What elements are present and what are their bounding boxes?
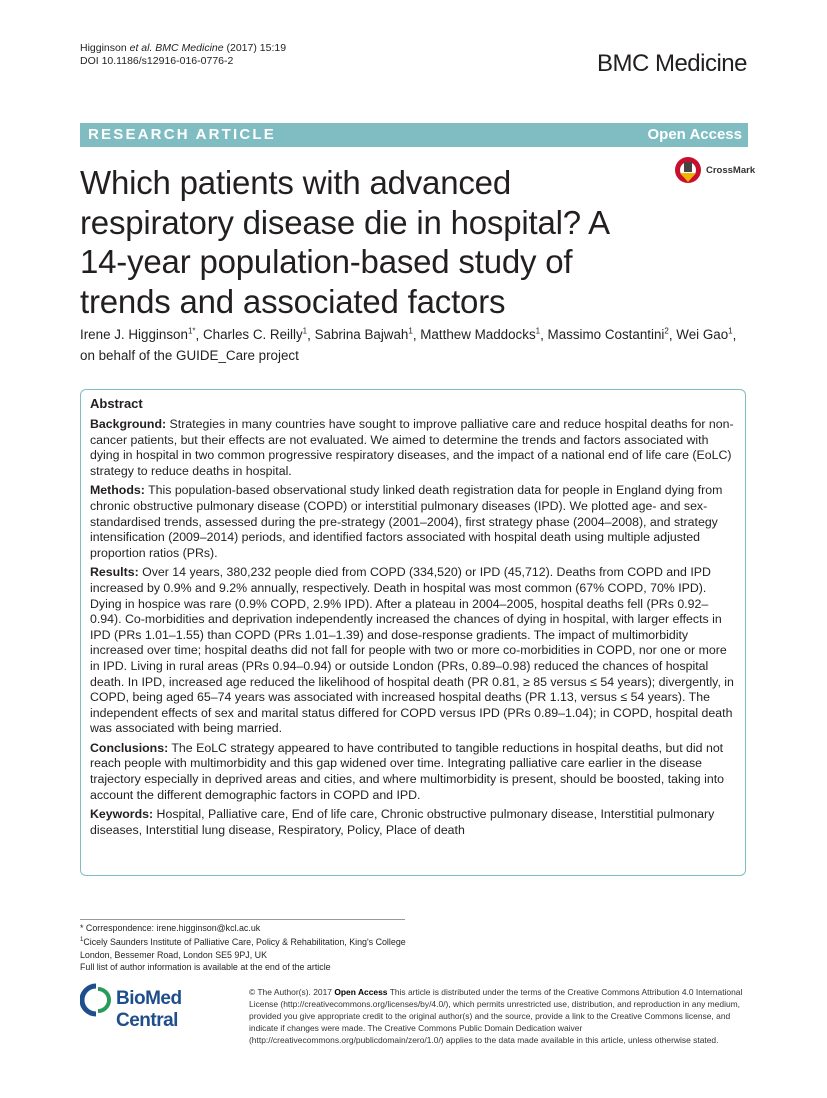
- author[interactable]: Sabrina Bajwah$^1$: [314, 327, 413, 343]
- author[interactable]: Massimo Costantini$^2$: [547, 327, 669, 343]
- abstract-background: Background: Strategies in many countries have sought to improve palliative care and reduce hospital deaths for non-cancer patients, but their effects are not evaluated. We aimed to determine the trends and factors associated with dying in hospital in two common progressive respiratory diseases, and the impact of a national end of life care (EoLC) strategy to reduce deaths in hospital.: [90, 417, 734, 478]
- abstract-heading: Abstract: [90, 396, 143, 411]
- footnotes: [80, 922, 420, 973]
- author-list: Irene J. Higginson$^{1*}$, Charles C. Reilly$^1$, Sabrina Bajwah$^1$, Matthew Maddocks$^1$, Massimo Costantini$^2$, Wei Gao$^1$, on behalf of the GUIDE_Care project: [80, 327, 737, 364]
- biomed-central-logo: [80, 983, 240, 1031]
- article-type: RESEARCH ARTICLE: [88, 126, 276, 143]
- footnote-divider: [80, 919, 405, 920]
- biomed-logo-icon: [80, 983, 112, 1017]
- crossmark-icon: [674, 155, 702, 185]
- journal-name: BMC Medicine: [596, 50, 747, 77]
- full-author-info: Full list of author information is available at the end of the article: [80, 961, 331, 972]
- affiliation: $^1$Cicely Saunders Institute of Palliative Care, Policy & Rehabilitation, King's College London, Bessemer Road, London SE5 9PJ, UK: [80, 937, 406, 960]
- citation-header: [80, 42, 286, 68]
- citation-volume: (2017) 15:19: [223, 42, 287, 54]
- author[interactable]: Charles C. Reilly$^1$: [202, 327, 308, 343]
- author[interactable]: Wei Gao$^1$: [676, 327, 733, 343]
- doi[interactable]: DOI 10.1186/s12916-016-0776-2: [80, 55, 234, 67]
- crossmark-badge[interactable]: [674, 155, 754, 189]
- abstract-results: Results: Over 14 years, 380,232 people died from COPD (334,520) or IPD (45,712). Deaths from COPD and IPD increased by 0.9% and 9.2% annually, respectively. Death in hospital was most common (67% COPD, 70% IPD). Dying in hospice was rare (0.9% COPD, 2.9% IPD). After a plateau in 2004–2005, hospital deaths fell (PRs 0.92–0.94). Co-morbidities and deprivation independently increased the chances of dying in hospital, with larger effects in IPD (PRs 1.01–1.55) than COPD (PRs 1.01–1.39) and dose-response gradients. The impact of multimorbidity increased over time; hospital deaths did not fall for people with two or more co-morbidities in COPD, nor one or more in IPD. Living in rural areas (PRs 0.94–0.94) or outside London (PRs, 0.89–0.98) reduced the chances of hospital death. In IPD, increased age reduced the likelihood of hospital death (PR 0.81, ≥ 85 versus ≤ 54 years); divergently, in COPD, being aged 65–74 years was associated with increased hospital deaths (PR 1.13, versus ≤ 54 years). The independent effects of sex and marital status differed for COPD versus IPD (PRs 0.89–1.04); in COPD, hospital death was associated with being married.: [90, 565, 734, 736]
- author[interactable]: Matthew Maddocks$^1$: [420, 327, 541, 343]
- abstract-box: [80, 389, 746, 876]
- crossmark-label: CrossMark: [706, 165, 756, 176]
- citation-authors: Higginson: [80, 42, 127, 54]
- abstract-conclusions: Conclusions: The EoLC strategy appeared to have contributed to tangible reductions in hospital deaths, but did not reach people with multimorbidity and this gap widened over time. Integrating palliative care earlier in the disease trajectory especially in deprived areas and cities, and where multimorbidity is present, should be boosted, taking into account the different demographic factors in COPD and IPD.: [90, 740, 724, 802]
- author-group: on behalf of the GUIDE_Care project: [80, 348, 299, 364]
- citation-journal: et al. BMC Medicine: [129, 42, 224, 54]
- correspondence[interactable]: * Correspondence: irene.higginson@kcl.ac.uk: [80, 923, 261, 933]
- open-access-label[interactable]: Open Access: [647, 126, 742, 143]
- article-banner: [80, 123, 748, 147]
- abstract-keywords: Keywords: Hospital, Palliative care, End of life care, Chronic obstructive pulmonary disease, Interstitial pulmonary diseases, Interstitial lung disease, Respiratory, Policy, Place of death: [90, 807, 715, 837]
- abstract-methods: Methods: This population-based observational study linked death registration data for people in England dying from chronic obstructive pulmonary disease (COPD) or interstitial pulmonary diseases (IPD). We plotted age- and sex-standardised trends, assessed during the pre-strategy (2001–2004), first strategy phase (2004–2008), and strategy intensification (2009–2014) periods, and identified factors associated with hospital death using multiple adjusted proportion ratios (PRs).: [90, 483, 723, 560]
- license-statement: © The Author(s). 2017 Open Access This article is distributed under the terms of the Creative Commons Attribution 4.0 International License (http://creativecommons.org/licenses/by/4.0/), which permits unrestricted use, distribution, and reproduction in any medium, provided you give appropriate credit to the original author(s) and the source, provide a link to the Creative Commons license, and indicate if changes were made. The Creative Commons Public Domain Dedication waiver (http://creativecommons.org/publicdomain/zero/1.0/) applies to the data made available in this article, unless otherwise stated.: [249, 987, 743, 1045]
- author[interactable]: Irene J. Higginson$^{1*}$: [80, 327, 196, 343]
- publisher-name: BioMed Central: [116, 988, 182, 1031]
- article-title: Which patients with advanced respiratory disease die in hospital? A 14-year population-based study of trends and associated factors: [80, 164, 609, 320]
